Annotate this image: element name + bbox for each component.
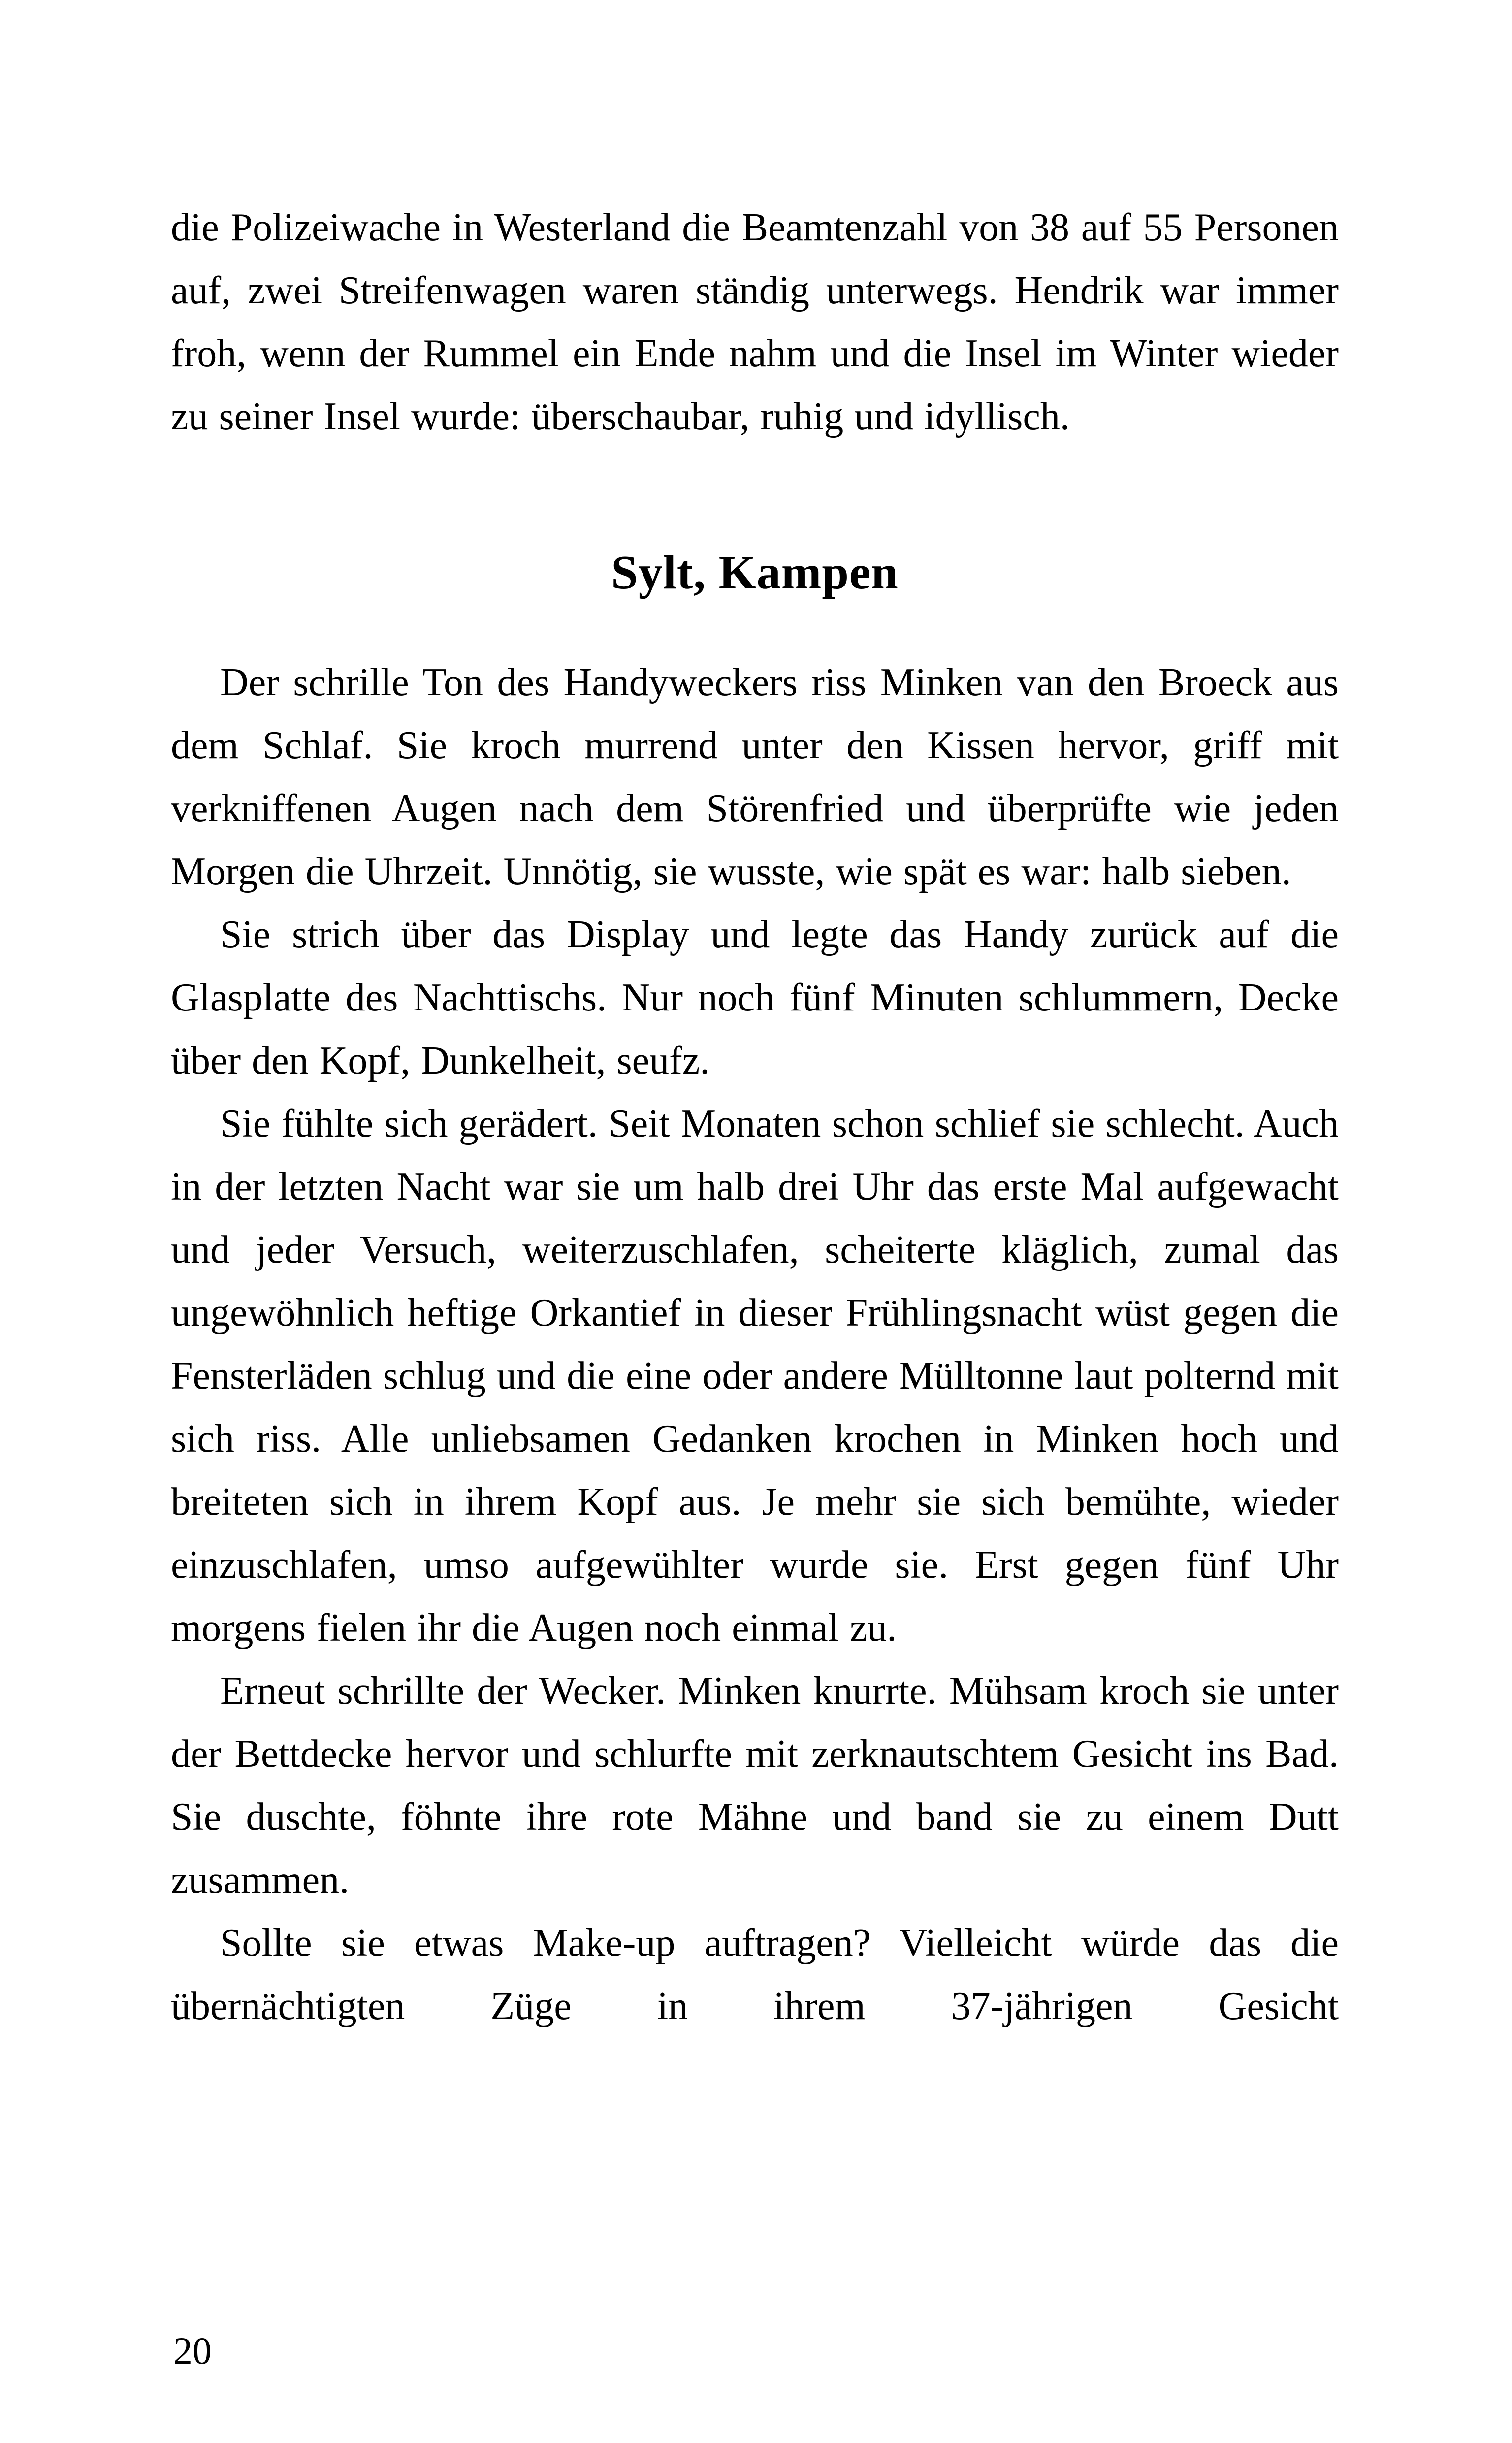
text-block [171, 196, 1339, 2038]
paragraph-5: Sollte sie etwas Make-up auftragen? Vielleicht würde das die übernächtigten Züge in ihrem 37-jährigen Gesicht [171, 1922, 1339, 2028]
paragraph-4: Erneut schrillte der Wecker. Minken knurrte. Mühsam kroch sie unter der Bettdecke hervor und schlurfte mit zerknautschtem Gesicht ins Bad. Sie duschte, föhnte ihre rote Mähne und band sie zu einem Dutt zusammen. [171, 1669, 1339, 1902]
chapter-heading: Sylt, Kampen [611, 546, 899, 599]
page-number: 20 [173, 2329, 212, 2372]
paragraph-3: Sie fühlte sich gerädert. Seit Monaten schon schlief sie schlecht. Auch in der letzten Nacht war sie um halb drei Uhr das erste Mal aufgewacht und jeder Versuch, weiterzuschlafen, scheiterte kläglich, zumal das ungewöhnlich heftige Orkantief in dieser Frühlingsnacht wüst gegen die Fensterläden schlug und die eine oder andere Mülltonne laut polternd mit sich riss. Alle unliebsamen Gedanken krochen in Minken hoch und breiteten sich in ihrem Kopf aus. Je mehr sie sich bemühte, wieder einzuschlafen, umso aufgewühlter wurde sie. Erst gegen fünf Uhr morgens fielen ihr die Augen noch einmal zu. [171, 1102, 1339, 1650]
paragraph-2: Sie strich über das Display und legte das Handy zurück auf die Glasplatte des Nachttischs. Nur noch fünf Minuten schlummern, Decke über den Kopf, Dunkelheit, seufz. [171, 913, 1339, 1083]
paragraph-continuation: die Polizeiwache in Westerland die Beamtenzahl von 38 auf 55 Personen auf, zwei Streifenwagen waren ständig unterwegs. Hendrik war immer froh, wenn der Rummel ein Ende nahm und die Insel im Winter wieder zu seiner Insel wurde: überschaubar, ruhig und idyllisch. [171, 206, 1339, 438]
paragraph-1: Der schrille Ton des Handyweckers riss Minken van den Broeck aus dem Schlaf. Sie kroch murrend unter den Kissen hervor, griff mit verkniffenen Augen nach dem Störenfried und überprüfte wie jeden Morgen die Uhrzeit. Unnötig, sie wusste, wie spät es war: halb sieben. [171, 661, 1339, 894]
